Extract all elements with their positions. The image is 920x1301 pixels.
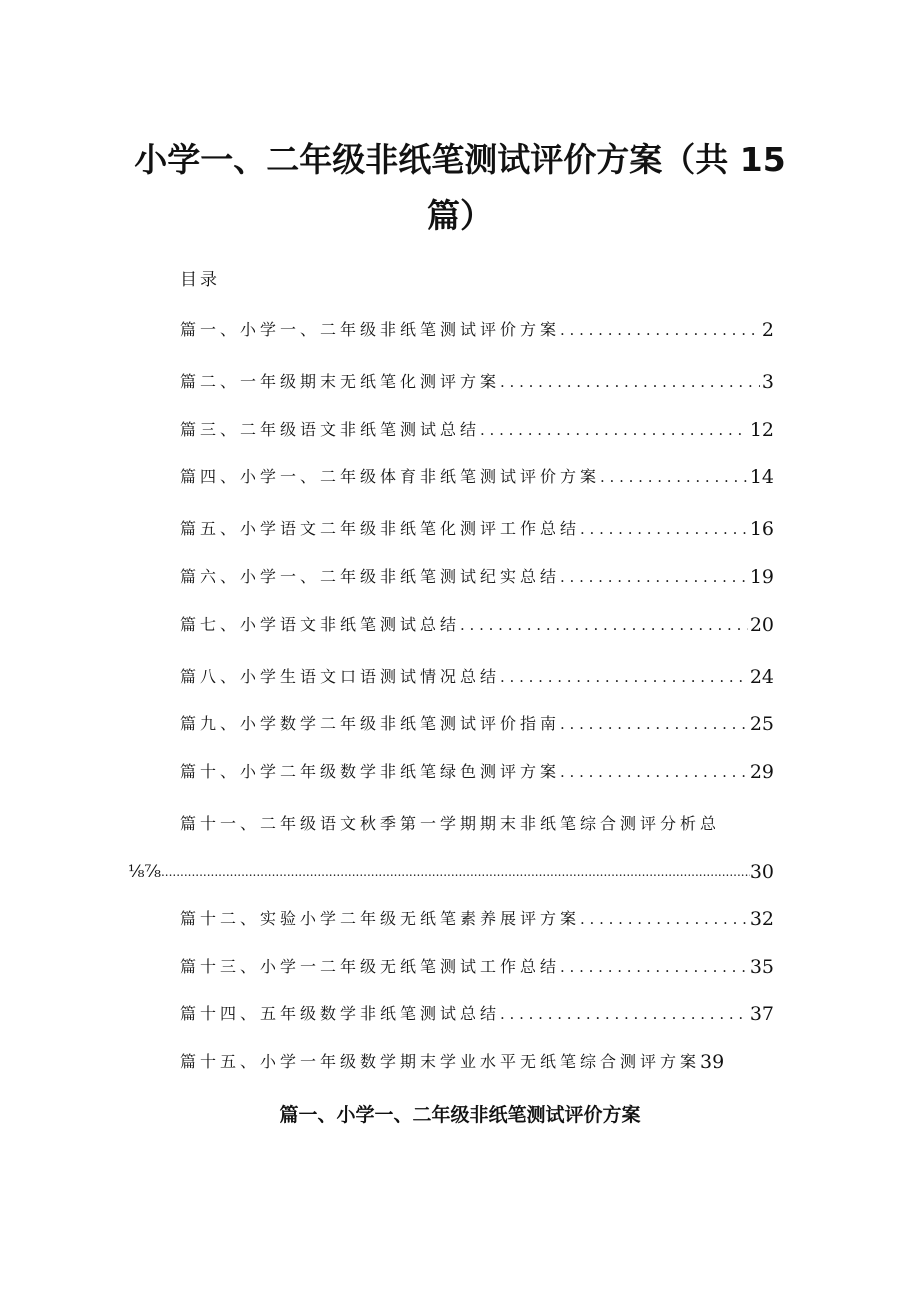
toc-entry-14[interactable] bbox=[180, 1000, 774, 1028]
toc-entry-9[interactable] bbox=[180, 710, 774, 738]
toc-entry-title: 篇九、小学数学二年级非纸笔测试评价指南 bbox=[180, 714, 561, 733]
toc-entry-11-line-2[interactable] bbox=[128, 858, 774, 886]
document-title bbox=[120, 132, 800, 244]
toc-heading: 目录 bbox=[180, 270, 220, 290]
toc-leader-dots bbox=[560, 316, 760, 344]
toc-leader-dots bbox=[500, 368, 760, 396]
toc-leader-dots bbox=[500, 663, 748, 691]
toc-entry-title: ⅛⅞ bbox=[128, 862, 161, 882]
toc-entry-page: 24 bbox=[749, 666, 774, 688]
toc-entry-page: 29 bbox=[749, 761, 774, 783]
toc-entry-title: 篇十四、五年级数学非纸笔测试总结 bbox=[180, 1004, 501, 1023]
toc-leader-dots bbox=[560, 758, 748, 786]
toc-entry-4[interactable] bbox=[180, 463, 774, 491]
toc-entry-title: 篇十五、小学一年级数学期末学业水平无纸笔综合测评方案 bbox=[180, 1052, 701, 1071]
toc-entry-10[interactable] bbox=[180, 758, 774, 786]
toc-entry-5[interactable] bbox=[180, 515, 774, 543]
toc-leader-dots bbox=[480, 416, 748, 444]
toc-entry-1[interactable] bbox=[180, 316, 774, 344]
toc-entry-page: 39 bbox=[700, 1051, 725, 1073]
toc-entry-page: 25 bbox=[749, 713, 774, 735]
toc-entry-page: 30 bbox=[749, 861, 774, 883]
toc-leader-dots bbox=[580, 905, 748, 933]
toc-entry-title: 篇六、小学一、二年级非纸笔测试纪实总结 bbox=[180, 567, 561, 586]
toc-leader-dots bbox=[460, 611, 748, 639]
document-title-line-1: 小学一、二年级非纸笔测试评价方案（共 15 bbox=[134, 140, 786, 179]
toc-entry-page: 37 bbox=[749, 1003, 774, 1025]
toc-leader-dots bbox=[560, 710, 748, 738]
toc-entry-page: 3 bbox=[761, 371, 774, 393]
toc-entry-15[interactable] bbox=[180, 1048, 774, 1076]
toc-entry-title: 篇十三、小学一二年级无纸笔测试工作总结 bbox=[180, 957, 561, 976]
toc-entry-13[interactable] bbox=[180, 953, 774, 981]
section-heading: 篇一、小学一、二年级非纸笔测试评价方案 bbox=[279, 1104, 641, 1126]
document-title-line-2: 篇） bbox=[427, 196, 493, 235]
toc-entry-page: 19 bbox=[749, 566, 774, 588]
toc-entry-6[interactable] bbox=[180, 563, 774, 591]
toc-entry-8[interactable] bbox=[180, 663, 774, 691]
toc-leader-dots bbox=[600, 463, 748, 491]
toc-entry-title: 篇八、小学生语文口语测试情况总结 bbox=[180, 667, 501, 686]
toc-entry-page: 2 bbox=[761, 319, 774, 341]
toc-entry-title: 篇七、小学语文非纸笔测试总结 bbox=[180, 615, 461, 634]
toc-leader-dots bbox=[500, 1000, 748, 1028]
toc-entry-page: 20 bbox=[749, 614, 774, 636]
toc-entry-title: 篇三、二年级语文非纸笔测试总结 bbox=[180, 420, 481, 439]
toc-entry-2[interactable] bbox=[180, 368, 774, 396]
toc-entry-12[interactable] bbox=[180, 905, 774, 933]
toc-leader-dots bbox=[560, 953, 748, 981]
toc-leader-dots bbox=[580, 515, 748, 543]
toc-leader-dots bbox=[161, 858, 750, 886]
toc-entry-page: 35 bbox=[749, 956, 774, 978]
toc-entry-7[interactable] bbox=[180, 611, 774, 639]
toc-entry-11-line-1[interactable]: 篇十一、二年级语文秋季第一学期期末非纸笔综合测评分析总 bbox=[180, 814, 721, 833]
toc-entry-page: 14 bbox=[749, 466, 774, 488]
toc-entry-page: 32 bbox=[749, 908, 774, 930]
toc-leader-dots bbox=[560, 563, 748, 591]
toc-entry-3[interactable] bbox=[180, 416, 774, 444]
toc-entry-page: 12 bbox=[749, 419, 774, 441]
toc-entry-title: 篇十、小学二年级数学非纸笔绿色测评方案 bbox=[180, 762, 561, 781]
toc-entry-title: 篇一、小学一、二年级非纸笔测试评价方案 bbox=[180, 320, 561, 339]
toc-entry-title: 篇十二、实验小学二年级无纸笔素养展评方案 bbox=[180, 909, 581, 928]
toc-entry-page: 16 bbox=[749, 518, 774, 540]
toc-entry-title: 篇四、小学一、二年级体育非纸笔测试评价方案 bbox=[180, 467, 601, 486]
toc-entry-title: 篇二、一年级期末无纸笔化测评方案 bbox=[180, 372, 501, 391]
toc-entry-title: 篇五、小学语文二年级非纸笔化测评工作总结 bbox=[180, 519, 581, 538]
